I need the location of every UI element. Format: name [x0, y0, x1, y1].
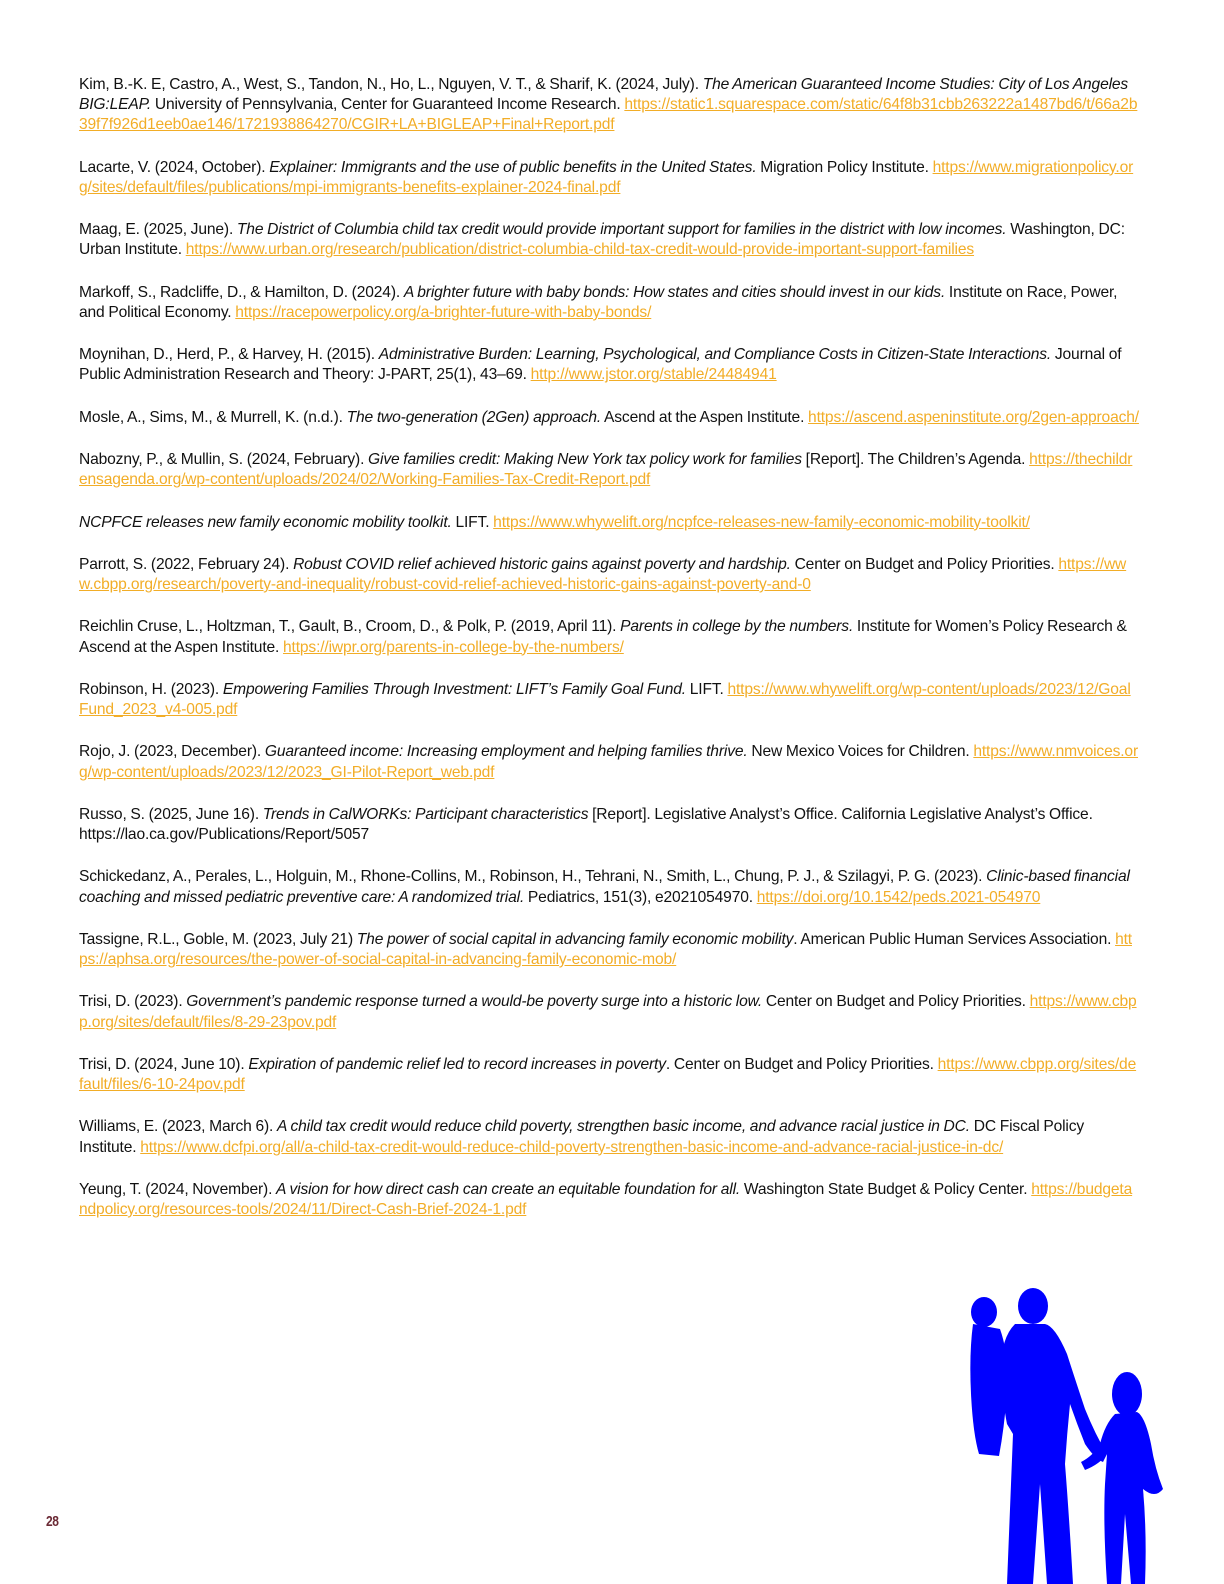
reference-title: The American Guaranteed Income Studies: City of Los Angeles BIG:LEAP.	[79, 76, 1129, 114]
reference-entry	[79, 513, 1139, 533]
reference-entry	[79, 345, 1139, 385]
reference-link[interactable]: https://www.cbpp.org/sites/default/files/8-29-23pov.pdf	[79, 993, 1137, 1031]
reference-authors: Yeung, T. (2024, November).	[79, 1180, 277, 1198]
reference-authors: Rojo, J. (2023, December).	[79, 743, 265, 761]
reference-title: Empowering Families Through Investment: LIFT’s Family Goal Fund.	[222, 680, 686, 698]
reference-title: The power of social capital in advancing family economic mobility	[356, 930, 794, 948]
reference-authors: Russo, S. (2025, June 16).	[79, 805, 263, 823]
reference-link[interactable]: https://www.migrationpolicy.org/sites/default/files/publications/mpi-immigrants-benefits-explainer-2024-final.pdf	[79, 158, 1134, 196]
reference-link[interactable]: https://www.cbpp.org/research/poverty-and-inequality/robust-covid-relief-achieved-historic-gains-against-poverty-and-0	[79, 555, 1127, 593]
reference-link[interactable]: https://aphsa.org/resources/the-power-of-social-capital-in-advancing-family-economic-mob/	[79, 930, 1132, 968]
reference-source: Pediatrics, 151(3), e2021054970.	[524, 888, 757, 906]
page-number: 28	[46, 1513, 59, 1530]
reference-source: DC Fiscal Policy Institute.	[79, 1118, 1085, 1156]
reference-authors: Schickedanz, A., Perales, L., Holguin, M., Rhone-Collins, M., Robinson, H., Tehrani, N., Smith, L., Chung, P. J., & Szilagyi, P. G. (2023).	[79, 868, 987, 886]
reference-entry	[79, 617, 1139, 657]
reference-link[interactable]: https://iwpr.org/parents-in-college-by-the-numbers/	[283, 638, 624, 656]
reference-entry	[79, 450, 1139, 490]
reference-entry	[79, 867, 1139, 907]
reference-entry	[79, 1117, 1139, 1157]
reference-source: . American Public Human Services Association.	[793, 930, 1116, 948]
reference-link[interactable]: http://www.jstor.org/stable/24484941	[530, 366, 777, 384]
reference-source: . Center on Budget and Policy Priorities.	[665, 1055, 938, 1073]
reference-title: Expiration of pandemic relief led to record increases in poverty	[248, 1055, 666, 1073]
reference-source: LIFT.	[451, 513, 494, 531]
reference-title: Guaranteed income: Increasing employment and helping families thrive.	[264, 743, 748, 761]
reference-link[interactable]: https://thechildrensagenda.org/wp-content/uploads/2024/02/Working-Families-Tax-Credit-Report.pdf	[79, 451, 1133, 489]
reference-source: [Report]. The Children’s Agenda.	[801, 451, 1030, 468]
reference-title: Give families credit: Making New York tax policy work for families	[368, 451, 802, 468]
reference-link[interactable]: https://budgetandpolicy.org/resources-tools/2024/11/Direct-Cash-Brief-2024-1.pdf	[79, 1180, 1133, 1218]
reference-link[interactable]: https://www.urban.org/research/publication/district-columbia-child-tax-credit-would-provide-important-support-families	[185, 241, 975, 259]
reference-entry	[79, 742, 1139, 782]
reference-authors: Moynihan, D., Herd, P., & Harvey, H. (2015).	[79, 346, 379, 364]
reference-authors: Tassigne, R.L., Goble, M. (2023, July 21)	[79, 930, 357, 948]
reference-source: Center on Budget and Policy Priorities.	[790, 555, 1059, 573]
reference-link[interactable]: https://www.dcfpi.org/all/a-child-tax-credit-would-reduce-child-poverty-strengthen-basic-income-and-advance-racial-justice-in-dc/	[140, 1138, 1004, 1156]
reference-title: Administrative Burden: Learning, Psychological, and Compliance Costs in Citizen-State Interactions.	[378, 346, 1052, 364]
reference-title: The two-generation (2Gen) approach.	[346, 408, 602, 426]
reference-authors: Lacarte, V. (2024, October).	[79, 158, 270, 176]
reference-source: Migration Policy Institute.	[756, 158, 933, 176]
reference-title: Explainer: Immigrants and the use of public benefits in the United States.	[269, 158, 757, 176]
reference-authors: Nabozny, P., & Mullin, S. (2024, February).	[79, 451, 369, 468]
reference-authors: Trisi, D. (2023).	[79, 993, 187, 1011]
reference-entry	[79, 158, 1139, 198]
reference-link[interactable]: https://www.cbpp.org/sites/default/files/6-10-24pov.pdf	[79, 1055, 1137, 1093]
reference-entry	[79, 283, 1139, 323]
reference-source: LIFT.	[685, 680, 728, 698]
reference-title: A brighter future with baby bonds: How states and cities should invest in our kids.	[403, 283, 946, 301]
reference-list	[79, 75, 1139, 1242]
reference-title: Robust COVID relief achieved historic gains against poverty and hardship.	[293, 555, 791, 573]
reference-title: Trends in CalWORKs: Participant characteristics	[262, 805, 589, 823]
reference-authors: Trisi, D. (2024, June 10).	[79, 1055, 249, 1073]
reference-authors: Parrott, S. (2022, February 24).	[79, 555, 294, 573]
reference-entry	[79, 75, 1139, 136]
reference-entry	[79, 555, 1139, 595]
reference-link[interactable]: https://www.whywelift.org/ncpfce-releases-new-family-economic-mobility-toolkit/	[493, 513, 1030, 531]
reference-entry	[79, 408, 1139, 428]
reference-title: NCPFCE releases new family economic mobility toolkit.	[79, 513, 452, 531]
reference-source: Institute for Women’s Policy Research & Ascend at the Aspen Institute.	[79, 618, 1127, 656]
reference-link[interactable]: https://doi.org/10.1542/peds.2021-054970	[756, 888, 1041, 906]
reference-authors: Maag, E. (2025, June).	[79, 221, 237, 239]
reference-title: Government’s pandemic response turned a would-be poverty surge into a historic low.	[186, 993, 763, 1011]
reference-authors: Williams, E. (2023, March 6).	[79, 1118, 278, 1136]
reference-authors: Reichlin Cruse, L., Holtzman, T., Gault, B., Croom, D., & Polk, P. (2019, April 11).	[79, 618, 621, 636]
reference-entry	[79, 805, 1139, 845]
reference-source: Washington, DC: Urban Institute.	[79, 221, 1125, 259]
reference-authors: Markoff, S., Radcliffe, D., & Hamilton, D. (2024).	[79, 283, 404, 301]
reference-title: A child tax credit would reduce child poverty, strengthen basic income, and advance racial justice in DC.	[277, 1118, 970, 1136]
reference-authors: Robinson, H. (2023).	[79, 680, 223, 698]
reference-entry	[79, 1180, 1139, 1220]
reference-source: Washington State Budget & Policy Center.	[740, 1180, 1032, 1198]
reference-link[interactable]: https://ascend.aspeninstitute.org/2gen-approach/	[808, 408, 1139, 426]
reference-source: [Report]. Legislative Analyst’s Office. California Legislative Analyst’s Office. https://lao.ca.gov/Publications/Report/5057	[79, 805, 1093, 843]
reference-title: The District of Columbia child tax credit would provide important support for families in the district with low incomes.	[236, 221, 1007, 239]
reference-source: New Mexico Voices for Children.	[747, 743, 974, 761]
reference-source: Ascend at the Aspen Institute.	[601, 408, 809, 426]
reference-title: A vision for how direct cash can create an equitable foundation for all.	[276, 1180, 741, 1198]
reference-source: Institute on Race, Power, and Political Economy.	[79, 283, 1118, 321]
reference-authors: Kim, B.-K. E, Castro, A., West, S., Tandon, N., Ho, L., Nguyen, V. T., & Sharif, K. (2024, July).	[79, 76, 703, 93]
reference-entry	[79, 930, 1139, 970]
reference-entry	[79, 1055, 1139, 1095]
reference-link[interactable]: https://www.nmvoices.org/wp-content/uploads/2023/12/2023_GI-Pilot-Report_web.pdf	[79, 743, 1138, 781]
family-silhouette-icon	[955, 1284, 1175, 1584]
reference-source: Center on Budget and Policy Priorities.	[762, 993, 1030, 1011]
reference-link[interactable]: https://static1.squarespace.com/static/64f8b31cbb263222a1487bd6/t/66a2b39f7f926d1eeb0ae146/1721938864270/CGIR+LA+BIGLEAP+Final+Report.pdf	[79, 96, 1138, 134]
reference-source: University of Pennsylvania, Center for Guaranteed Income Research.	[151, 96, 625, 114]
reference-title: Clinic-based financial coaching and missed pediatric preventive care: A randomized trial.	[79, 868, 1130, 906]
reference-source: Journal of Public Administration Research and Theory: J-PART, 25(1), 43–69.	[79, 346, 1122, 384]
reference-title: Parents in college by the numbers.	[620, 618, 854, 636]
reference-entry	[79, 220, 1139, 260]
reference-authors: Mosle, A., Sims, M., & Murrell, K. (n.d.).	[79, 408, 347, 426]
reference-link[interactable]: https://racepowerpolicy.org/a-brighter-future-with-baby-bonds/	[235, 303, 652, 321]
reference-entry	[79, 992, 1139, 1032]
reference-link[interactable]: https://www.whywelift.org/wp-content/uploads/2023/12/GoalFund_2023_v4-005.pdf	[79, 680, 1131, 718]
reference-entry	[79, 680, 1139, 720]
